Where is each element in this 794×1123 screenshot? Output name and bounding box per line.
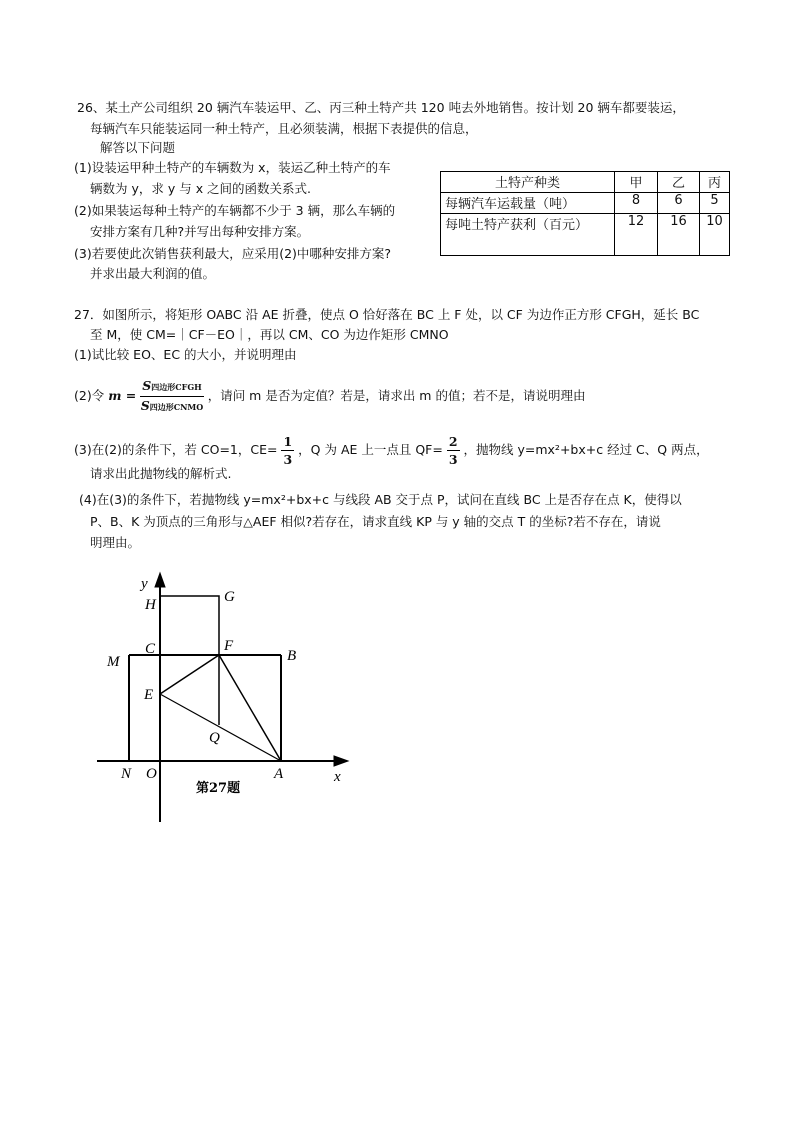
label-e: E (144, 687, 154, 703)
numerator: S (142, 378, 152, 393)
table-cell: 12 (615, 214, 658, 256)
q26-part2: (2)如果装运每种土特产的车辆都不少于 3 辆，那么车辆的 (74, 203, 396, 218)
q27-part3-cont: 请求出此抛物线的解析式. (90, 466, 232, 481)
numerator-subscript: 四边形CFGH (151, 382, 202, 392)
q27-intro: 27．如图所示，将矩形 OABC 沿 AE 折叠，使点 O 恰好落在 BC 上 F 处，以 CF 为边作正方形 CFGH，延长 BC (74, 307, 700, 322)
q27-part3-text: (3)在(2)的条件下，若 CO=1，CE= (74, 442, 278, 457)
label-c: C (145, 641, 156, 657)
q27-intro-cont: 至 M，使 CM=｜CF－EO｜，再以 CM、CO 为边作矩形 CMNO (90, 327, 449, 342)
q27-part1: (1)试比较 EO、EC 的大小，并说明理由 (74, 347, 297, 362)
denominator: 3 (283, 452, 293, 467)
line-ef (160, 655, 219, 694)
m-symbol: m = (108, 388, 137, 403)
table-cell: 每吨土特产获利（百元） (441, 214, 615, 256)
table-header: 甲 (615, 172, 658, 193)
label-a: A (274, 766, 284, 782)
y-axis-arrow (155, 573, 165, 587)
q26-part3: (3)若要使此次销售获利最大，应采用(2)中哪种安排方案? (74, 246, 392, 261)
q26-line: 解答以下问题 (100, 140, 176, 155)
table-header: 乙 (658, 172, 700, 193)
q26-line: 26、某土产公司组织 20 辆汽车装运甲、乙、丙三种土特产共 120 吨去外地销售。按计划 20 辆车都要装运， (77, 100, 685, 115)
q27-part2-prefix: (2)令 (74, 388, 105, 403)
label-g: G (224, 589, 235, 605)
table-cell: 10 (700, 214, 730, 256)
table-cell: 5 (700, 193, 730, 214)
numerator: 1 (283, 434, 293, 449)
label-m: M (107, 654, 120, 670)
denominator: 3 (448, 452, 458, 467)
q27-part3-text: ，抛物线 y=mx²+bx+c 经过 C、Q 两点， (463, 442, 709, 457)
label-n: N (121, 766, 132, 782)
figure-caption: 第27题 (196, 781, 241, 796)
denominator: S (140, 398, 150, 413)
table-cell: 每辆汽车运载量（吨） (441, 193, 615, 214)
q26-part3-cont: 并求出最大利润的值。 (90, 266, 216, 281)
label-o: O (146, 766, 157, 782)
q26-part2-cont: 安排方案有几种?并写出每种安排方案。 (90, 224, 310, 239)
square-cfgh (160, 596, 219, 655)
q27-part2-suffix: ，请问 m 是否为定值？若是，请求出 m 的值；若不是，请说明理由 (207, 388, 586, 403)
line-fa (219, 655, 281, 761)
label-x: x (334, 769, 341, 785)
x-axis-arrow (334, 756, 348, 766)
denominator-subscript: 四边形CNMO (149, 402, 204, 412)
label-y: y (141, 576, 148, 592)
table-cell: 16 (658, 214, 700, 256)
label-f: F (224, 638, 234, 654)
q26-part1: (1)设装运甲种土特产的车辆数为 x，装运乙种土特产的车 (74, 160, 391, 175)
numerator: 2 (448, 434, 458, 449)
q26-line: 每辆汽车只能装运同一种土特产，且必须装满，根据下表提供的信息， (90, 121, 478, 136)
label-b: B (287, 648, 297, 664)
q27-part3-text: ，Q 为 AE 上一点且 QF= (298, 442, 443, 457)
q27-part4-cont: P、B、K 为顶点的三角形与△AEF 相似?若存在，请求直线 KP 与 y 轴的交点 T 的坐标?若不存在，请说 (90, 514, 661, 529)
table-cell: 8 (615, 193, 658, 214)
table-header: 丙 (700, 172, 730, 193)
label-q: Q (209, 730, 220, 746)
table-cell: 6 (658, 193, 700, 214)
line-ea (160, 694, 281, 761)
q27-part4-cont: 明理由。 (90, 535, 141, 550)
q26-part1-cont: 辆数为 y，求 y 与 x 之间的函数关系式. (90, 181, 312, 196)
q27-part4: (4)在(3)的条件下，若抛物线 y=mx²+bx+c 与线段 AB 交于点 P，试问在直线 BC 上是否存在点 K，使得以 (79, 492, 682, 507)
label-h: H (145, 597, 156, 613)
table-header: 土特产种类 (441, 172, 615, 193)
